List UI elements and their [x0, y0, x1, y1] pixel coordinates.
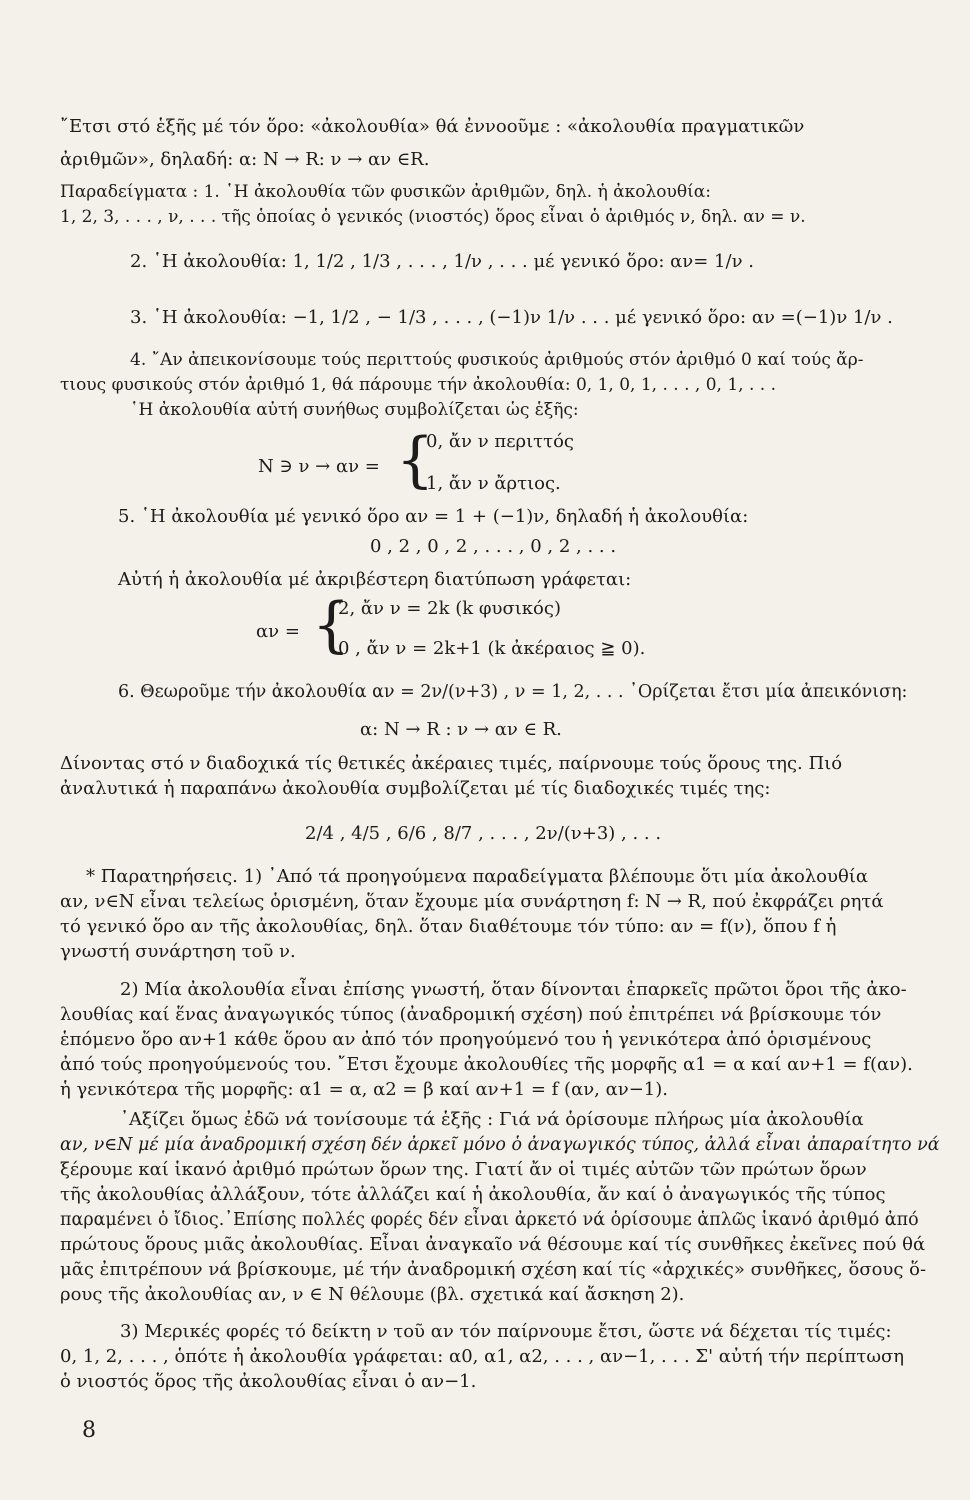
- remarks-heading: * Παρατηρήσεις. 1) ᾿Από τά προηγούμενα παραδείγματα βλέπουμε ὅτι μία ἀκολουθία: [86, 866, 869, 887]
- text-line: τό γενικό ὅρο αν τῆς ἀκολουθίας, δηλ. ὅταν διαθέτουμε τόν τύπο: αν = f(ν), ὅπου f ἡ: [60, 916, 837, 937]
- text-line: ἀριθμῶν», δηλαδή: α: N → R: ν → αν ∈R.: [60, 149, 430, 170]
- text-line: Δίνοντας στό ν διαδοχικά τίς θετικές ἀκέραιες τιμές, παίρνουμε τούς ὅρους της. Πιό: [60, 753, 843, 774]
- sequence-line: 2/4 , 4/5 , 6/6 , 8/7 , . . . , 2ν/(ν+3) , . . .: [305, 823, 662, 844]
- case-1: 2, ἄν ν = 2k (k φυσικός): [338, 598, 561, 619]
- text-line: αν, ν∈N εἶναι τελείως ὁρισμένη, ὅταν ἔχουμε μία συνάρτηση f: N → R, πού ἐκφράζει ρητά: [60, 891, 884, 912]
- brace: {: [396, 425, 435, 495]
- text-line: 2) Μία ἀκολουθία εἶναι ἐπίσης γνωστή, ὅταν δίνονται ἐπαρκεῖς πρῶτοι ὅροι τῆς ἀκο-: [120, 979, 907, 1000]
- examples-heading: Παραδείγματα : 1. ῾Η ἀκολουθία τῶν φυσικῶν ἀριθμῶν, δηλ. ἡ ἀκολουθία:: [60, 182, 711, 202]
- text-line: ἑπόμενο ὅρο αν+1 κάθε ὅρου αν ἀπό τόν προηγούμενό του ἡ γενικότερα ἀπό ὁρισμένους: [60, 1029, 872, 1050]
- page-number: 8: [82, 1418, 96, 1443]
- brace: {: [312, 590, 351, 660]
- text-line: αν, ν∈N μέ μία ἀναδρομική σχέση δέν ἀρκεῖ μόνο ὁ ἀναγωγικός τύπος, ἀλλά εἶναι ἀπαραίτητο νά: [60, 1135, 940, 1155]
- text-line: 0, 1, 2, . . . , ὁπότε ἡ ἀκολουθία γράφεται: α0, α1, α2, . . . , αν−1, . . . Σ' αὐτή τήν περίπτωση: [60, 1346, 905, 1367]
- case-2: 1, ἄν ν ἄρτιος.: [426, 473, 561, 494]
- example-3: 3. ῾Η ἀκολουθία: −1, 1/2 , − 1/3 , . . . , (−1)ν 1/ν . . . μέ γενικό ὅρο: αν =(−1)ν 1/ν .: [130, 307, 893, 328]
- text-line: α: N → R : ν → αν ∈ R.: [360, 719, 562, 740]
- text-line: ξέρουμε καί ἱκανό ἀριθμό πρώτων ὅρων της. Γιατί ἄν οἱ τιμές αὐτῶν τῶν πρώτων ὅρων: [60, 1159, 867, 1180]
- sequence-line: 0 , 2 , 0 , 2 , . . . , 0 , 2 , . . .: [370, 536, 617, 557]
- text-line: ἀπό τούς προηγούμενούς του. ῎Ετσι ἔχουμε ἀκολουθίες τῆς μορφῆς α1 = α καί αν+1 = f(αν).: [60, 1054, 913, 1075]
- text-line: πρώτους ὅρους μιᾶς ἀκολουθίας. Εἶναι ἀναγκαῖο νά θέσουμε καί τίς συνθῆκες ἐκεῖνες πού θά: [60, 1234, 926, 1255]
- text-line: ᾿Αξίζει ὅμως ἐδῶ νά τονίσουμε τά ἑξῆς : Γιά νά ὁρίσουμε πλήρως μία ἀκολουθία: [120, 1109, 864, 1130]
- text-line: τῆς ἀκολουθίας ἀλλάξουν, τότε ἀλλάζει καί ἡ ἀκολουθία, ἄν καί ὁ ἀναγωγικός τῆς τύπος: [60, 1184, 886, 1205]
- text-line: ρους τῆς ἀκολουθίας αν, ν ∈ N θέλουμε (βλ. σχετικά καί ἄσκηση 2).: [60, 1284, 685, 1305]
- text-line: 1, 2, 3, . . . , ν, . . . τῆς ὁποίας ὁ γενικός (νιοστός) ὅρος εἶναι ὁ ἀριθμός ν, δηλ. αν = ν.: [60, 207, 806, 227]
- text-line: τιους φυσικούς στόν ἀριθμό 1, θά πάρουμε τήν ἀκολουθία: 0, 1, 0, 1, . . . , 0, 1, . . .: [60, 375, 776, 395]
- text-line: ἡ γενικότερα τῆς μορφῆς: α1 = α, α2 = β καί αν+1 = f (αν, αν−1).: [60, 1079, 668, 1100]
- text-line: 3) Μερικές φορές τό δείκτη ν τοῦ αν τόν παίρνουμε ἔτσι, ὥστε νά δέχεται τίς τιμές:: [120, 1321, 892, 1342]
- text-line: λουθίας καί ἕνας ἀναγωγικός τύπος (ἀναδρομική σχέση) πού ἐπιτρέπει νά βρίσκουμε τόν: [60, 1004, 882, 1025]
- example-2: 2. ῾Η ἀκολουθία: 1, 1/2 , 1/3 , . . . , 1/ν , . . . μέ γενικό ὅρο: αν= 1/ν .: [130, 251, 754, 272]
- example-4: 4. ῎Αν ἀπεικονίσουμε τούς περιττούς φυσικούς ἀριθμούς στόν ἀριθμό 0 καί τούς ἄρ-: [130, 350, 864, 370]
- case-lhs: αν =: [256, 621, 300, 642]
- text-line: ῎Ετσι στό ἑξῆς μέ τόν ὅρο: «ἀκολουθία» θά ἐννοοῦμε : «ἀκολουθία πραγματικῶν: [60, 116, 805, 137]
- case-1: 0, ἄν ν περιττός: [426, 431, 575, 452]
- example-6: 6. Θεωροῦμε τήν ἀκολουθία αν = 2ν/(ν+3) , ν = 1, 2, . . . ᾿Ορίζεται ἔτσι μία ἀπεικόνιση:: [118, 682, 908, 702]
- text-line: ἀναλυτικά ἡ παραπάνω ἀκολουθία συμβολίζεται μέ τίς διαδοχικές τιμές της:: [60, 778, 771, 799]
- example-5: 5. ῾Η ἀκολουθία μέ γενικό ὅρο αν = 1 + (−1)ν, δηλαδή ἡ ἀκολουθία:: [118, 506, 749, 527]
- text-line: Αὐτή ἡ ἀκολουθία μέ ἀκριβέστερη διατύπωση γράφεται:: [118, 569, 632, 590]
- text-line: ὁ νιοστός ὅρος τῆς ἀκολουθίας εἶναι ὁ αν−1.: [60, 1371, 477, 1392]
- text-line: μᾶς ἐπιτρέπουν νά βρίσκουμε, μέ τήν ἀναδρομική σχέση καί τίς «ἀρχικές» συνθῆκες, ὅσους ὅ-: [60, 1259, 927, 1280]
- case-2: 0 , ἄν ν = 2k+1 (k ἀκέραιος ≧ 0).: [338, 638, 646, 659]
- text-line: παραμένει ὁ ἴδιος.᾿Επίσης πολλές φορές δέν εἶναι ἀρκετό νά ὁρίσουμε ἁπλῶς ἱκανό ἀριθμό ἀπό: [60, 1210, 919, 1230]
- text-line: γνωστή συνάρτηση τοῦ ν.: [60, 941, 296, 962]
- case-lhs: N ∋ ν → αν =: [258, 456, 380, 477]
- text-line: ῾Η ἀκολουθία αὐτή συνήθως συμβολίζεται ὡς ἑξῆς:: [130, 400, 579, 420]
